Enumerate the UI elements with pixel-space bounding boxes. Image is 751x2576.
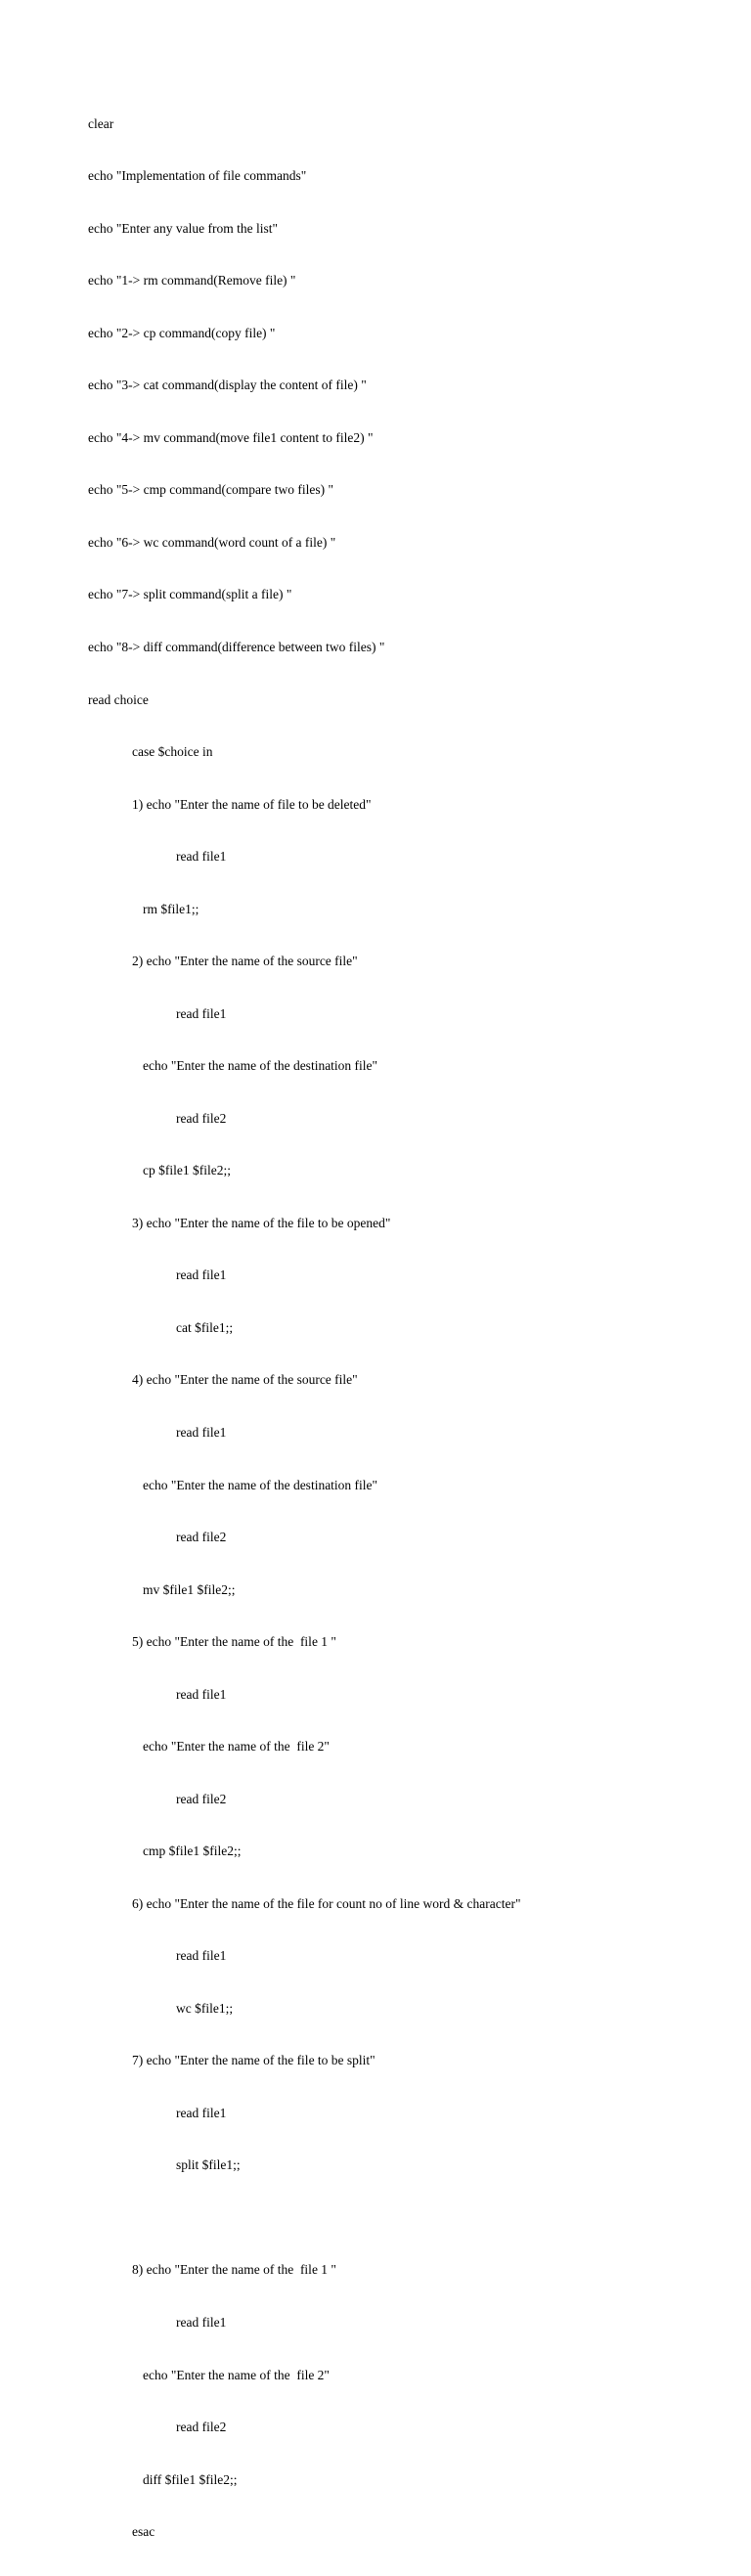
code-line: 5) echo "Enter the name of the file 1 ": [132, 1634, 336, 1650]
code-line: [88, 2209, 714, 2227]
code-line: echo "Enter the name of the file 2": [143, 2367, 330, 2382]
code-line: echo "Enter the name of the destination file": [143, 1477, 378, 1492]
code-line: clear: [88, 115, 114, 131]
code-line: 2) echo "Enter the name of the source file": [132, 954, 358, 969]
code-line: read file1: [176, 1686, 227, 1702]
code-line: read file1: [176, 1005, 227, 1021]
code-line: read file1: [176, 1424, 227, 1440]
code-line: cmp $file1 $file2;;: [143, 1843, 242, 1859]
code-line: read file1: [176, 849, 227, 865]
code-line: read file2: [176, 1530, 227, 1545]
code-line: echo "5-> cmp command(compare two files) ": [88, 482, 334, 498]
code-line: 1) echo "Enter the name of file to be deleted": [132, 796, 372, 812]
code-line: 7) echo "Enter the name of the file to be split": [132, 2053, 376, 2068]
code-line: 8) echo "Enter the name of the file 1 ": [132, 2262, 336, 2278]
code-line: read file1: [176, 1267, 227, 1283]
code-line: echo "2-> cp command(copy file) ": [88, 325, 276, 340]
code-line: split $file1;;: [176, 2157, 241, 2173]
code-line: 4) echo "Enter the name of the source file": [132, 1372, 358, 1388]
code-line: echo "Enter the name of the file 2": [143, 1739, 330, 1754]
code-line: echo "4-> mv command(move file1 content to file2) ": [88, 429, 374, 445]
code-line: read file2: [176, 2420, 227, 2435]
code-line: echo "7-> split command(split a file) ": [88, 587, 292, 602]
code-line: read file1: [176, 2105, 227, 2120]
code-line: read file1: [176, 2315, 227, 2330]
code-line: read file2: [176, 1791, 227, 1806]
code-line: wc $file1;;: [176, 2000, 234, 2016]
code-line: echo "8-> diff command(difference between two files) ": [88, 640, 385, 654]
code-line: read choice: [88, 691, 149, 707]
code-line: echo "Implementation of file commands": [88, 168, 307, 184]
code-line: mv $file1 $file2;;: [143, 1581, 236, 1597]
code-line: echo "Enter the name of the destination file": [143, 1058, 378, 1074]
code-line: echo "Enter any value from the list": [88, 220, 278, 236]
code-line: rm $file1;;: [143, 901, 199, 916]
code-line: case $choice in: [132, 744, 213, 760]
code-line: echo "6-> wc command(word count of a file) ": [88, 534, 336, 550]
shell-script-listing: [88, 80, 714, 2576]
code-line: echo "3-> cat command(display the content of file) ": [88, 378, 367, 393]
code-line: echo "1-> rm command(Remove file) ": [88, 273, 296, 289]
code-line: 3) echo "Enter the name of the file to be opened": [132, 1215, 391, 1230]
code-line: cat $file1;;: [176, 1319, 234, 1335]
code-line: cp $file1 $file2;;: [143, 1163, 231, 1178]
code-line: read file2: [176, 1110, 227, 1126]
code-line: read file1: [176, 1948, 227, 1964]
code-line: 6) echo "Enter the name of the file for count no of line word & character": [132, 1895, 521, 1911]
code-line: diff $file1 $file2;;: [143, 2471, 238, 2487]
code-line: esac: [132, 2524, 155, 2540]
